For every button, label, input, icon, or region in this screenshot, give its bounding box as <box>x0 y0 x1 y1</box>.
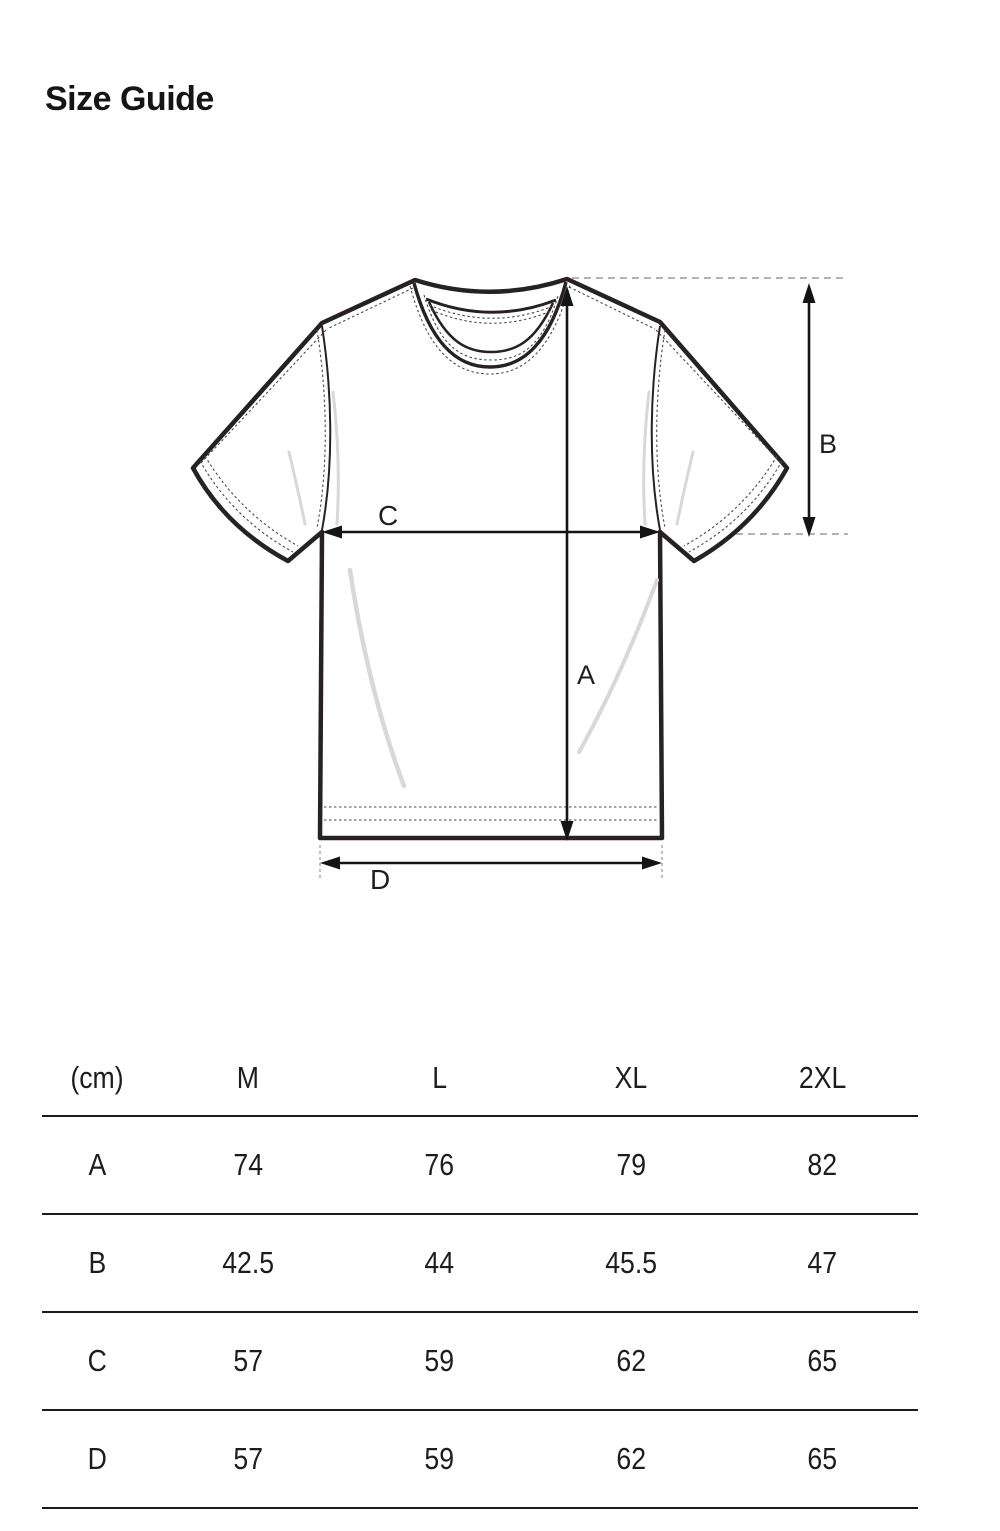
dim-label-a: A <box>577 660 596 690</box>
cell-a-2xl: 82 <box>807 1147 838 1182</box>
column-header-xl: XL <box>614 1059 648 1095</box>
column-header-m: M <box>236 1059 259 1095</box>
cell-c-l: 59 <box>424 1343 455 1378</box>
cell-b-l: 44 <box>424 1245 455 1280</box>
table-row-d <box>42 1411 918 1509</box>
dim-label-c: C <box>378 500 399 531</box>
cell-a-l: 76 <box>424 1147 455 1182</box>
row-label: B <box>88 1245 106 1280</box>
measure-b-arrow <box>803 283 816 537</box>
row-label: A <box>88 1147 106 1182</box>
table-row-c <box>42 1313 918 1411</box>
cell-d-xl: 62 <box>615 1441 646 1476</box>
table-row-b <box>42 1215 918 1313</box>
cell-c-xl: 62 <box>615 1343 646 1378</box>
tshirt-outline <box>193 279 787 838</box>
size-table-header-row <box>42 1040 918 1117</box>
column-header-2xl: 2XL <box>798 1059 846 1095</box>
cell-c-2xl: 65 <box>807 1343 838 1378</box>
cell-c-m: 57 <box>232 1343 263 1378</box>
row-label: D <box>87 1441 107 1476</box>
cell-b-2xl: 47 <box>807 1245 838 1280</box>
table-row-a <box>42 1117 918 1215</box>
column-header-l: L <box>431 1059 447 1095</box>
cell-d-m: 57 <box>232 1441 263 1476</box>
cell-a-m: 74 <box>232 1147 263 1182</box>
page-title: Size Guide <box>45 80 214 118</box>
cell-b-m: 42.5 <box>221 1245 274 1280</box>
unit-header-cell: (cm) <box>70 1059 124 1095</box>
cell-d-2xl: 65 <box>807 1441 838 1476</box>
row-label: C <box>87 1343 107 1378</box>
cell-a-xl: 79 <box>615 1147 646 1182</box>
dim-label-b: B <box>819 429 838 459</box>
dim-label-d: D <box>370 864 391 895</box>
size-table <box>42 1040 918 1509</box>
cell-b-xl: 45.5 <box>604 1245 657 1280</box>
cell-d-l: 59 <box>424 1441 455 1476</box>
